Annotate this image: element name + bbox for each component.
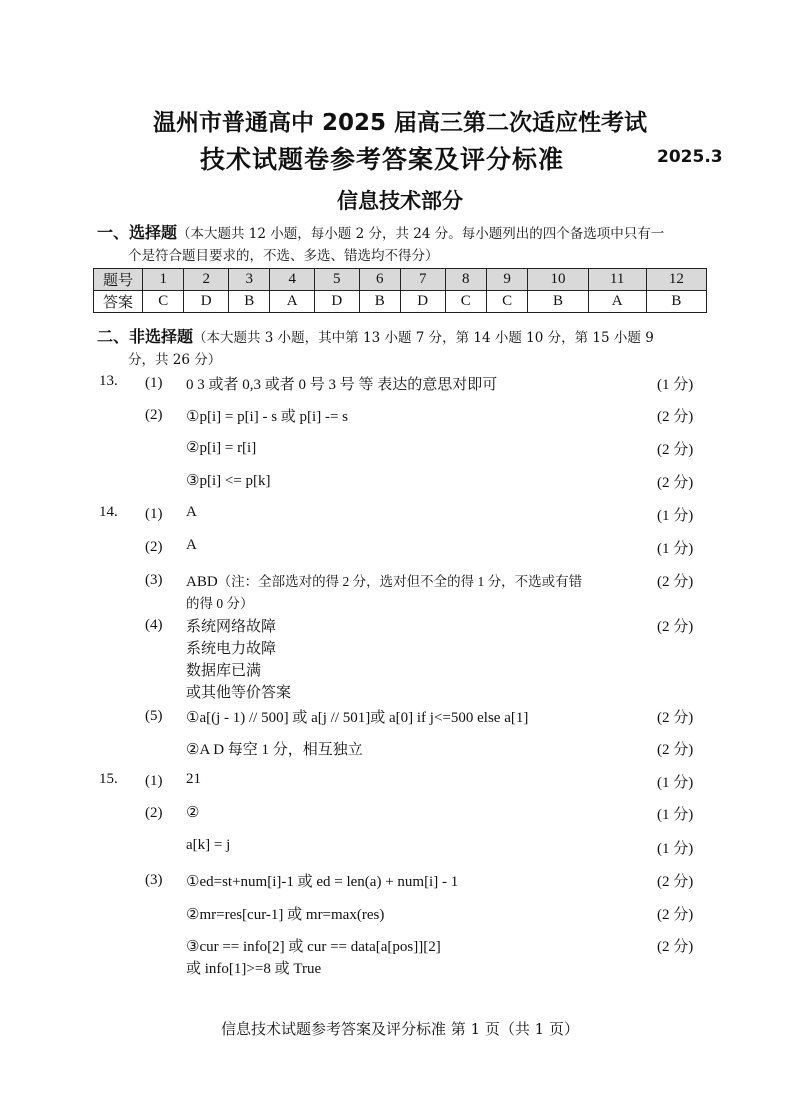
- q15-part1-label: (1): [145, 773, 163, 789]
- page-footer: 信息技术试题参考答案及评分标准 第 1 页（共 1 页）: [221, 1020, 579, 1038]
- q15-part2-score-1: (1 分): [657, 807, 694, 823]
- q14-part3-label: (3): [145, 572, 163, 588]
- exam-title: 温州市普通高中 2025 届高三第二次适应性考试: [152, 110, 648, 136]
- q13-part2-answer-2: ②p[i] = r[i]: [186, 440, 257, 456]
- part1-desc-1: （本大题共 12 小题，每小题 2 分，共 24 分。每小题列出的四个备选项中只有一: [177, 226, 665, 242]
- q13-part1-score: (1 分): [657, 377, 694, 393]
- answer-cell: B: [528, 291, 588, 313]
- q15-number: 15.: [99, 771, 118, 787]
- part2-heading: 二、非选择题: [97, 327, 194, 346]
- answer-cell: B: [359, 291, 400, 313]
- part1-line1: [97, 222, 664, 245]
- q13-part2-answer-3: ③p[i] <= p[k]: [186, 473, 271, 489]
- q15-part2-answer-2: a[k] = j: [186, 837, 231, 853]
- q15-part3-answer-3: ③cur == info[2] 或 cur == data[a[pos]][2]: [186, 939, 441, 955]
- q14-part4-answer-3: 数据库已满: [186, 663, 262, 679]
- answer-table: [93, 268, 707, 313]
- q14-part5-answer-2: ②A D 每空 1 分，相互独立: [186, 742, 363, 758]
- q15-part3-answer-1: ①ed=st+num[i]-1 或 ed = len(a) + num[i] - 1: [186, 874, 459, 890]
- part2-desc-1: （本大题共 3 小题，其中第 13 小题 7 分，第 14 小题 10 分，第 15 小题 9: [193, 330, 654, 346]
- q14-part2-label: (2): [145, 539, 163, 555]
- q14-part3-note-2: 的得 0 分）: [186, 596, 254, 611]
- answer-cell: C: [143, 291, 184, 313]
- answer-cell: A: [270, 291, 315, 313]
- row-label-question: 题号: [94, 269, 143, 291]
- q13-part1-answer: 0 3 或者 0,3 或者 0 号 3 号 等 表达的意思对即可: [186, 377, 498, 393]
- q13-part2-score-3: (2 分): [657, 475, 694, 491]
- q13-part2-score-2: (2 分): [657, 442, 694, 458]
- q14-part2-score: (1 分): [657, 541, 694, 557]
- section-title: 信息技术部分: [337, 189, 463, 213]
- question-number: 5: [314, 269, 359, 291]
- q15-part2-label: (2): [145, 805, 163, 821]
- q15-part3-score-3: (2 分): [657, 939, 694, 955]
- q15-part3-score-2: (2 分): [657, 907, 694, 923]
- part2-line2: [128, 348, 221, 371]
- answer-cell: C: [486, 291, 527, 313]
- q14-number: 14.: [99, 504, 118, 520]
- question-number: 2: [184, 269, 229, 291]
- question-number: 11: [588, 269, 646, 291]
- q15-part3-label: (3): [145, 872, 163, 888]
- question-number: 9: [486, 269, 527, 291]
- q15-part3-answer-2: ②mr=res[cur-1] 或 mr=max(res): [186, 907, 385, 923]
- q14-part4-label: (4): [145, 617, 163, 633]
- part2-desc-2: 分，共 26 分）: [128, 352, 222, 368]
- q14-part1-label: (1): [145, 506, 163, 522]
- q14-part5-score-1: (2 分): [657, 710, 694, 726]
- q14-part3-answer-line: [186, 570, 582, 591]
- q14-part4-answer-2: 系统电力故障: [186, 641, 277, 657]
- question-number-row: [94, 269, 707, 291]
- question-number: 7: [400, 269, 445, 291]
- q14-part3-note-1: （注：全部选对的得 2 分，选对但不全的得 1 分，不选或有错: [217, 574, 583, 589]
- q13-part2-answer-1: ①p[i] = p[i] - s 或 p[i] -= s: [186, 409, 349, 425]
- q15-part1-score: (1 分): [657, 775, 694, 791]
- exam-date: 2025.3: [657, 147, 723, 167]
- question-number: 6: [359, 269, 400, 291]
- q14-part5-answer-1: ①a[(j - 1) // 500] 或 a[j // 501]或 a[0] if j<=500 else a[1]: [186, 710, 529, 726]
- answer-cell: B: [646, 291, 706, 313]
- q15-part2-answer-1: ②: [186, 805, 200, 821]
- question-number: 3: [228, 269, 269, 291]
- q14-part5-label: (5): [145, 708, 163, 724]
- q14-part3-answer: ABD: [186, 574, 218, 590]
- q14-part2-answer: A: [186, 537, 197, 553]
- q15-part3-score-1: (2 分): [657, 874, 694, 890]
- question-number: 1: [143, 269, 184, 291]
- question-number: 4: [270, 269, 315, 291]
- part1-line2: [128, 244, 439, 267]
- q14-part3-score: (2 分): [657, 574, 694, 590]
- q14-part1-score: (1 分): [657, 508, 694, 524]
- part2-line1: [97, 326, 654, 349]
- q14-part4-answer-4: 或其他等价答案: [186, 685, 292, 701]
- answer-key-title: 技术试题卷参考答案及评分标准: [200, 145, 565, 174]
- part1-desc-2: 个是符合题目要求的，不选、多选、错选均不得分）: [128, 248, 439, 264]
- q13-part2-score-1: (2 分): [657, 409, 694, 425]
- q13-number: 13.: [99, 373, 118, 389]
- q14-part4-answer-1: 系统网络故障: [186, 619, 277, 635]
- answer-cell: D: [400, 291, 445, 313]
- row-label-answer: 答案: [94, 291, 143, 313]
- q15-part3-answer-3-alt: 或 info[1]>=8 或 True: [186, 961, 322, 977]
- q13-part1-label: (1): [145, 375, 163, 391]
- q13-part2-label: (2): [145, 407, 163, 423]
- answer-cell: D: [184, 291, 229, 313]
- q14-part1-answer: A: [186, 504, 197, 520]
- q14-part5-score-2: (2 分): [657, 742, 694, 758]
- q15-part2-score-2: (1 分): [657, 841, 694, 857]
- part1-heading: 一、选择题: [97, 223, 178, 242]
- answer-row: [94, 291, 707, 313]
- question-number: 8: [445, 269, 486, 291]
- answer-cell: A: [588, 291, 646, 313]
- answer-cell: B: [228, 291, 269, 313]
- q14-part4-score: (2 分): [657, 619, 694, 635]
- answer-cell: D: [314, 291, 359, 313]
- answer-cell: C: [445, 291, 486, 313]
- q15-part1-answer: 21: [186, 771, 201, 787]
- question-number: 10: [528, 269, 588, 291]
- question-number: 12: [646, 269, 706, 291]
